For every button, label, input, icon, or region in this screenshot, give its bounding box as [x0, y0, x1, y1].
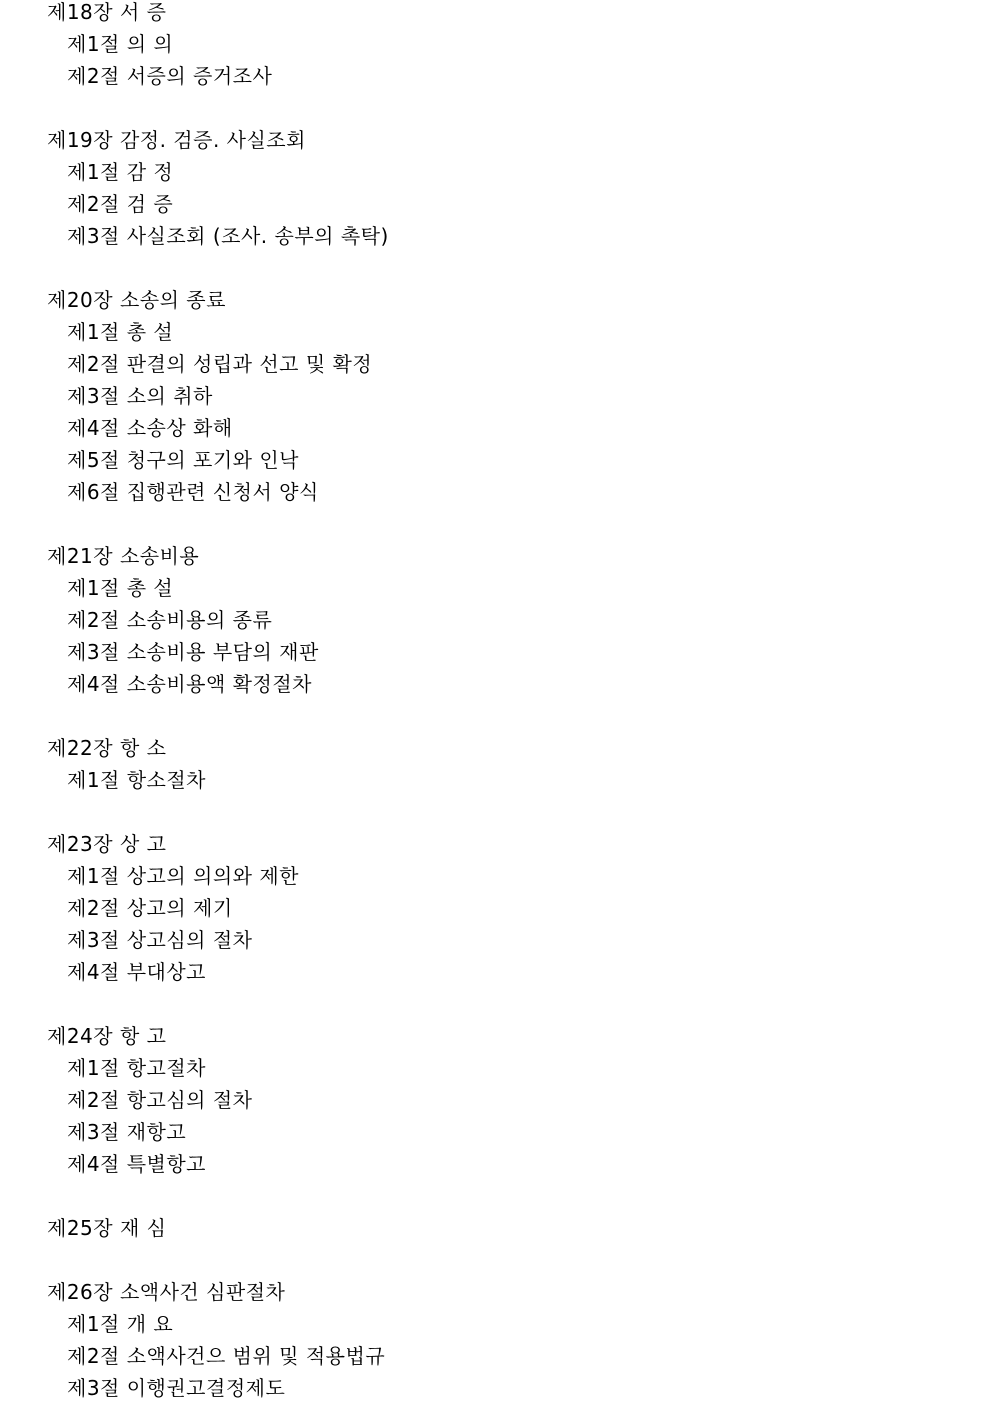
chapter-title: 제22장 항 소 [47, 736, 167, 760]
chapter-block [47, 732, 947, 796]
section-entry: 제3절 소의 취하 [67, 384, 213, 408]
chapter-block [47, 0, 947, 92]
section-entry: 제4절 소송비용액 확정절차 [67, 672, 312, 696]
chapter-block [47, 1212, 947, 1244]
chapter-block [47, 1020, 947, 1180]
chapter-spacer [47, 508, 947, 540]
chapter-title: 제25장 재 심 [47, 1216, 167, 1240]
section-entry: 제1절 항고절차 [67, 1056, 207, 1080]
section-entry: 제3절 사실조회 (조사. 송부의 촉탁) [67, 224, 389, 248]
section-entry: 제1절 의 의 [67, 32, 174, 56]
section-entry: 제2절 상고의 제기 [67, 896, 233, 920]
section-entry: 제3절 소송비용 부담의 재판 [67, 640, 319, 664]
section-entry: 제2절 소송비용의 종류 [67, 608, 273, 632]
section-entry: 제2절 소액사건으 범위 및 적용법규 [67, 1344, 386, 1368]
section-entry: 제2절 판결의 성립과 선고 및 확정 [67, 352, 373, 376]
section-entry: 제3절 상고심의 절차 [67, 928, 253, 952]
section-entry: 제4절 특별항고 [67, 1152, 207, 1176]
section-entry: 제6절 집행관련 신청서 양식 [67, 480, 319, 504]
section-entry: 제1절 총 설 [67, 320, 174, 344]
section-entry: 제1절 감 정 [67, 160, 174, 184]
chapter-title: 제24장 항 고 [47, 1024, 167, 1048]
chapter-block [47, 124, 947, 252]
chapter-block [47, 828, 947, 988]
chapter-spacer [47, 92, 947, 124]
section-entry: 제3절 재항고 [67, 1120, 187, 1144]
section-entry: 제3절 이행권고결정제도 [67, 1376, 286, 1400]
section-entry: 제1절 총 설 [67, 576, 174, 600]
chapter-spacer [47, 700, 947, 732]
table-of-contents [47, 0, 947, 1404]
section-entry: 제2절 항고심의 절차 [67, 1088, 253, 1112]
chapter-spacer [47, 1244, 947, 1276]
section-entry: 제2절 서증의 증거조사 [67, 64, 273, 88]
chapter-title: 제26장 소액사건 심판절차 [47, 1280, 286, 1304]
section-entry: 제4절 소송상 화해 [67, 416, 233, 440]
chapter-block [47, 284, 947, 508]
section-entry: 제4절 부대상고 [67, 960, 207, 984]
section-entry: 제1절 개 요 [67, 1312, 174, 1336]
chapter-spacer [47, 988, 947, 1020]
chapter-spacer [47, 252, 947, 284]
chapter-title: 제20장 소송의 종료 [47, 288, 226, 312]
chapter-title: 제21장 소송비용 [47, 544, 200, 568]
chapter-title: 제19장 감정. 검증. 사실조회 [47, 128, 306, 152]
section-entry: 제1절 항소절차 [67, 768, 207, 792]
chapter-title: 제18장 서 증 [47, 0, 167, 24]
chapter-spacer [47, 796, 947, 828]
chapter-block [47, 1276, 947, 1404]
section-entry: 제1절 상고의 의의와 제한 [67, 864, 299, 888]
section-entry: 제5절 청구의 포기와 인낙 [67, 448, 299, 472]
chapter-block [47, 540, 947, 700]
section-entry: 제2절 검 증 [67, 192, 174, 216]
chapter-spacer [47, 1180, 947, 1212]
chapter-title: 제23장 상 고 [47, 832, 167, 856]
